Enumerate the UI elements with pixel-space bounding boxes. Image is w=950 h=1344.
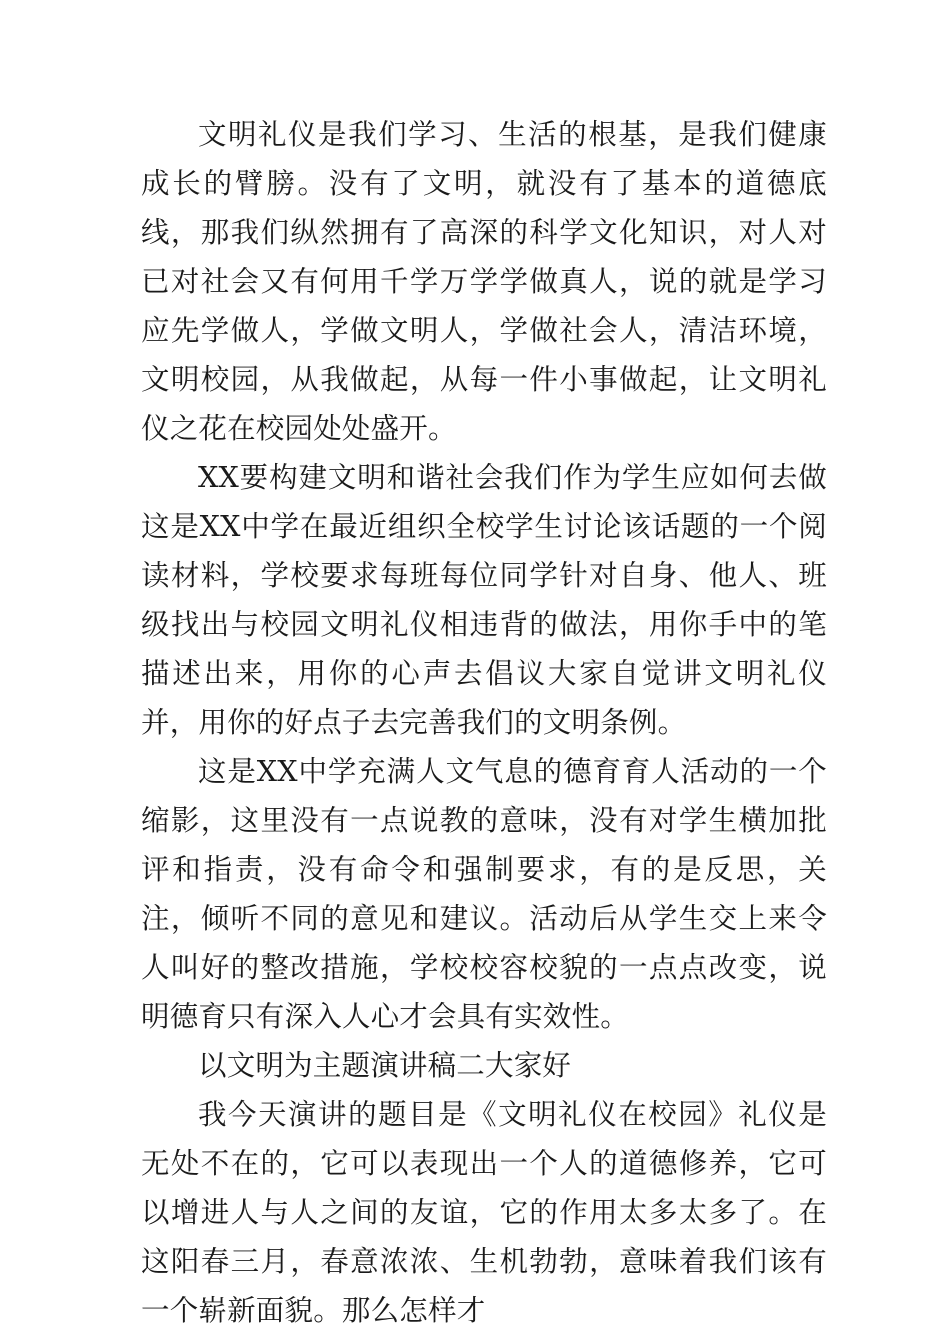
paragraph-school-discussion: XX要构建文明和谐社会我们作为学生应如何去做这是XX中学在最近组织全校学生讨论该话题的一个阅读材料，学校要求每班每位同学针对自身、他人、班级找出与校园文明礼仪相违背的做法，用你手中的笔描述出来，用你的心声去倡议大家自觉讲文明礼仪并，用你的好点子去完善我们的文明条例。 — [141, 461, 827, 739]
speech-heading: 以文明为主题演讲稿二大家好 — [198, 1049, 572, 1082]
paragraph-civility-foundation: 文明礼仪是我们学习、生活的根基，是我们健康成长的臂膀。没有了文明，就没有了基本的道德底线，那我们纵然拥有了高深的科学文化知识，对人对已对社会又有何用千学万学学做真人，说的就是学习应先学做人，学做文明人，学做社会人，清洁环境，文明校园，从我做起，从每一件小事做起，让文明礼仪之花在校园处处盛开。 — [141, 118, 827, 445]
paragraph-speech-opening: 我今天演讲的题目是《文明礼仪在校园》礼仪是无处不在的，它可以表现出一个人的道德修养，它可以增进人与人之间的友谊，它的作用太多太多了。在这阳春三月，春意浓浓、生机勃勃，意味着我们该有一个崭新面貌。那么怎样才 — [141, 1098, 827, 1327]
document-body — [141, 110, 827, 1335]
paragraph-moral-education: 这是XX中学充满人文气息的德育育人活动的一个缩影，这里没有一点说教的意味，没有对学生横加批评和指责，没有命令和强制要求，有的是反思，关注，倾听不同的意见和建议。活动后从学生交上来令人叫好的整改措施，学校校容校貌的一点点改变，说明德育只有深入人心才会具有实效性。 — [141, 755, 827, 1033]
